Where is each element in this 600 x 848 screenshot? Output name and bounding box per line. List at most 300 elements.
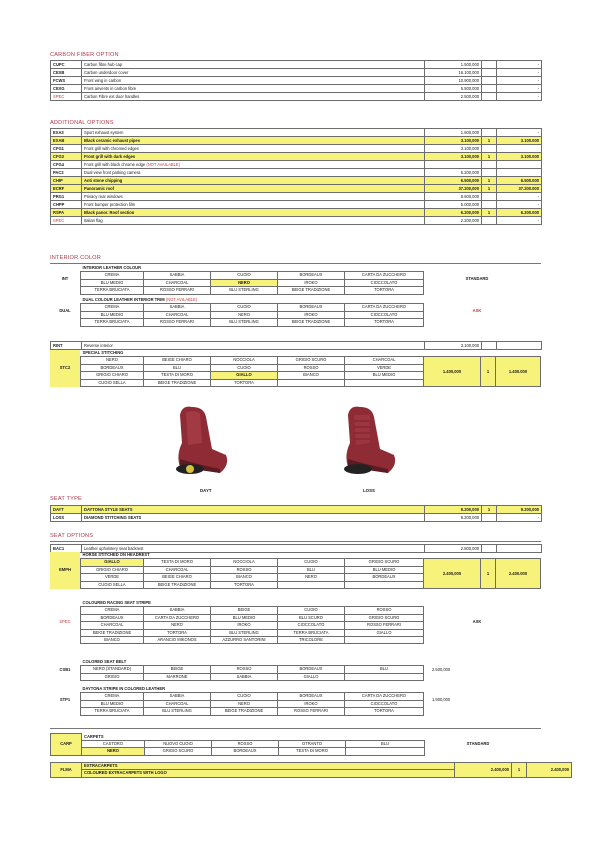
color-option xyxy=(278,581,345,588)
option-qty xyxy=(482,69,497,77)
color-option: IROKO xyxy=(278,311,345,318)
color-option: TORTORA xyxy=(211,379,278,386)
spec-ask: ASK xyxy=(472,618,482,624)
option-price: 37.200,000 xyxy=(425,185,482,193)
option-description: DAYTONA STYLE SEATS xyxy=(82,506,425,514)
option-total: 3.100.000 xyxy=(497,137,542,145)
option-description-text: Italian flag xyxy=(84,218,103,223)
color-option: SABBIA xyxy=(144,693,211,700)
seat-type-table xyxy=(50,505,542,522)
color-option: BLU STERLING xyxy=(144,708,211,715)
option-qty xyxy=(482,514,497,522)
color-option: OTRANTO xyxy=(279,740,346,747)
option-price: 3.100,000 xyxy=(425,145,482,153)
color-option: BORDEAUX xyxy=(81,364,144,371)
table-row xyxy=(51,77,542,85)
color-option: ROSSO xyxy=(278,364,345,371)
color-option: CHARCOAL xyxy=(144,700,211,707)
color-option: BLU MEDIO xyxy=(211,614,278,621)
option-description-text: Front grill with dark edges xyxy=(84,154,136,159)
spec-table xyxy=(50,600,530,644)
option-price: 9.200,000 xyxy=(425,514,482,522)
option-description xyxy=(82,177,425,185)
option-description-text: Panoramic roof xyxy=(84,186,115,191)
color-option: ROSSO FERRARI xyxy=(345,622,424,629)
color-option: BLU xyxy=(345,666,424,673)
csb1-code: CSB1 xyxy=(59,666,71,672)
option-code: PRG1 xyxy=(51,193,82,201)
option-total: 3.100.000 xyxy=(497,153,542,161)
option-price: 6.200,000 xyxy=(425,169,482,177)
divider xyxy=(50,263,541,264)
option-qty: 1 xyxy=(482,177,497,185)
color-option: GRIGIO CHIARO xyxy=(81,566,144,573)
color-option: CREMA xyxy=(81,304,144,311)
color-option: ROSSO xyxy=(211,666,278,673)
section-title-seat-options: SEAT OPTIONS xyxy=(50,533,94,539)
option-description-text: Front bumper protection film xyxy=(84,202,136,207)
color-option: GRIGIO xyxy=(81,673,144,680)
color-option: BLU STERLING xyxy=(211,287,278,294)
color-option: CHARCOAL xyxy=(81,622,144,629)
additional-table xyxy=(50,128,542,225)
int-code: INT xyxy=(61,276,69,282)
color-option: BLU STERLING xyxy=(211,629,278,636)
int-header: INTERIOR LEATHER COLOUR xyxy=(82,265,142,270)
stp1-table xyxy=(50,686,536,716)
carp-table xyxy=(50,733,531,756)
section-title-carbon: CARBON FIBER OPTION xyxy=(50,52,119,58)
color-option: CARTA DA ZUCCHERO xyxy=(345,304,424,311)
option-description: DIAMOND STITCHING SEATS xyxy=(82,514,425,522)
color-option: NOCCIOLA xyxy=(211,357,278,364)
option-qty: 1 xyxy=(482,137,497,145)
flma-qty: 1 xyxy=(512,763,527,778)
option-description xyxy=(82,153,425,161)
option-description xyxy=(82,193,425,201)
table-row xyxy=(51,145,542,153)
color-option: GRIGIO SCURO xyxy=(145,748,212,755)
emph-code: EMPH xyxy=(50,552,81,589)
rint-price: 3.100,000 xyxy=(425,342,482,350)
color-option: CASTORO xyxy=(82,740,145,747)
color-option: BLU xyxy=(346,740,425,747)
emph-table xyxy=(50,552,541,589)
color-option: NOCCIOLA xyxy=(211,559,278,566)
option-total: 6.200.000 xyxy=(497,209,542,217)
option-code: SPEC xyxy=(51,217,82,225)
color-option: TORTORA xyxy=(345,708,424,715)
option-qty xyxy=(482,193,497,201)
table-row xyxy=(51,217,542,225)
table-row xyxy=(51,169,542,177)
section-title-seat-type: SEAT TYPE xyxy=(50,496,82,502)
color-option: BORDEAUX xyxy=(345,574,424,581)
option-price: 9.200,000 xyxy=(425,506,482,514)
option-total: - xyxy=(497,201,542,209)
option-qty: 1 xyxy=(482,209,497,217)
option-price: 3.100,000 xyxy=(425,137,482,145)
color-option xyxy=(345,379,424,386)
stp1-code: STP1 xyxy=(59,697,71,703)
color-option: GIALLO xyxy=(278,673,345,680)
color-option: SABBIA xyxy=(144,607,211,614)
color-option: SABBIA xyxy=(211,673,278,680)
table-row xyxy=(51,129,542,137)
flma-desc: COLOURED EXTRACARPETS WITH LOGO xyxy=(82,770,455,777)
color-option: AZZURRO SANTORINI xyxy=(211,637,278,644)
rint-desc: Reverse interior xyxy=(82,342,425,350)
color-option xyxy=(345,673,424,680)
option-code: PAC2 xyxy=(51,169,82,177)
color-option: NERO xyxy=(144,622,211,629)
color-option: CUOIO SELLA xyxy=(81,581,144,588)
option-qty: 1 xyxy=(482,506,497,514)
color-option: NERO (STANDARD) xyxy=(81,666,144,673)
option-description: Carbon underdoor cover xyxy=(82,69,425,77)
bac1-price: 2.800,000 xyxy=(425,545,482,553)
option-description-text: Dual view front parking camera xyxy=(84,170,141,175)
option-qty xyxy=(482,145,497,153)
int-standard: STANDARD xyxy=(465,276,489,282)
color-option: TORTORA xyxy=(345,319,424,326)
option-description xyxy=(82,209,425,217)
option-description xyxy=(82,201,425,209)
flma-table xyxy=(50,762,572,778)
color-option: TERRA BRUCIATA xyxy=(81,708,144,715)
option-qty xyxy=(482,169,497,177)
flma-total: 2.400,000 xyxy=(527,763,572,778)
color-option: CREMA xyxy=(81,272,144,279)
color-option: GRIGIO CHIARO xyxy=(81,372,144,379)
color-row xyxy=(50,559,541,566)
option-price: 5.500,000 xyxy=(425,85,482,93)
color-option: CARTA DA ZUCCHERO xyxy=(345,272,424,279)
divider xyxy=(50,728,541,729)
color-option xyxy=(345,581,424,588)
option-code: RSPA xyxy=(51,209,82,217)
color-option: CUOIO xyxy=(278,607,345,614)
color-option: BIANCO xyxy=(211,574,278,581)
color-option: GRIGIO SCURO xyxy=(278,357,345,364)
not-available-note: (NOT AVAILABLE) xyxy=(145,162,181,167)
color-option: BEIGE TRADIZIONE xyxy=(211,708,278,715)
color-option: CUOIO xyxy=(278,559,345,566)
color-option: CUOIO SELLA xyxy=(81,379,144,386)
color-option: BLU SCURO xyxy=(278,614,345,621)
table-row xyxy=(51,514,542,522)
color-option: CIOCCOLATO xyxy=(345,700,424,707)
color-option: NERO xyxy=(278,574,345,581)
color-option: NERO xyxy=(82,748,145,755)
dual-table xyxy=(50,297,530,327)
color-option: ROSSO xyxy=(211,566,278,573)
color-option: MARRONE xyxy=(144,673,211,680)
stc2-qty: 1 xyxy=(481,357,496,387)
option-total: - xyxy=(497,69,542,77)
option-price: 10.900,000 xyxy=(425,77,482,85)
color-option: BEIGE TRADIZIONE xyxy=(278,287,345,294)
color-option: SABBIA xyxy=(144,272,211,279)
table-row xyxy=(51,85,542,93)
carp-code: CARP xyxy=(51,734,82,756)
not-available-note: (NOT AVILABLE) xyxy=(165,297,198,302)
color-option: CHARCOAL xyxy=(144,279,211,286)
bac1-code: BAC1 xyxy=(51,545,82,553)
flma-code: FLMA xyxy=(51,763,82,778)
color-option: ROSSO xyxy=(345,607,424,614)
section-title-additional: ADDITIONAL OPTIONS xyxy=(50,120,114,126)
option-description: Front airvents in carbon fibre xyxy=(82,85,425,93)
color-option: ROSSO FERRARI xyxy=(144,287,211,294)
color-option: CIOCCOLATO xyxy=(278,622,345,629)
option-total xyxy=(497,145,542,153)
color-option: CUOIO xyxy=(211,304,278,311)
option-qty xyxy=(482,217,497,225)
option-qty xyxy=(482,201,497,209)
stp1-price: 1.900,000 xyxy=(432,697,451,703)
color-option: ROSSO FERRARI xyxy=(278,708,345,715)
option-qty xyxy=(482,129,497,137)
table-row xyxy=(51,177,542,185)
loss-seat-image xyxy=(330,403,406,483)
option-code: LOSS xyxy=(51,514,82,522)
option-description-text: Front grill with chromed edges xyxy=(84,146,139,151)
option-qty xyxy=(482,77,497,85)
color-option: TORTORA xyxy=(211,581,278,588)
color-option: IROKO xyxy=(278,700,345,707)
bac1-desc: Leather upholstery seat backrest xyxy=(82,545,425,553)
option-code: SPEC xyxy=(51,93,82,101)
color-option: VERDE xyxy=(81,574,144,581)
color-option: BLU STERLING xyxy=(211,319,278,326)
option-total: - xyxy=(497,217,542,225)
option-total: - xyxy=(497,77,542,85)
color-option: ROSSO xyxy=(212,740,279,747)
carbon-table xyxy=(50,60,542,101)
color-option: CIOCCOLATO xyxy=(345,311,424,318)
color-option: BLU MEDIO xyxy=(345,566,424,573)
color-option: BEIGE TRADIZIONE xyxy=(278,319,345,326)
option-total xyxy=(497,169,542,177)
color-option: ROSSO FERRARI xyxy=(144,319,211,326)
option-qty: 1 xyxy=(482,153,497,161)
color-option: TORTORA xyxy=(144,629,211,636)
option-description xyxy=(82,129,425,137)
divider xyxy=(50,541,541,542)
table-row xyxy=(51,61,542,69)
color-option: CARTA DA ZUCCHERO xyxy=(345,693,424,700)
flma-price: 2.400,000 xyxy=(455,763,512,778)
color-option: CUOIO xyxy=(211,272,278,279)
option-price: 8.600,000 xyxy=(425,193,482,201)
color-option: CREMA xyxy=(81,693,144,700)
seat-caption-loss: LOSS xyxy=(363,488,375,493)
color-option: BLU xyxy=(278,566,345,573)
color-option: TRICOLORE xyxy=(278,637,345,644)
color-option: BEIGE xyxy=(144,666,211,673)
table-row xyxy=(51,209,542,217)
emph-qty: 1 xyxy=(481,559,496,589)
color-option xyxy=(346,748,425,755)
carp-header: CARPETS xyxy=(84,733,104,739)
color-option: BEIGE CHIARO xyxy=(144,357,211,364)
color-option: CARTA DA ZUCCHERO xyxy=(144,614,211,621)
option-code: CEXG xyxy=(51,85,82,93)
option-code: ECRF xyxy=(51,185,82,193)
csb1-table xyxy=(50,659,536,681)
option-description: Carbon Fibre ext door handles xyxy=(82,93,425,101)
option-description: Carbon fibre hub cap xyxy=(82,61,425,69)
color-option: GRIGIO SCURO xyxy=(345,559,424,566)
option-price: 16.100,000 xyxy=(425,69,482,77)
table-row xyxy=(51,201,542,209)
table-row xyxy=(51,185,542,193)
option-description xyxy=(82,185,425,193)
option-price: 1.600,000 xyxy=(425,129,482,137)
color-option: VERDE xyxy=(345,364,424,371)
option-price: 1.500,000 xyxy=(425,61,482,69)
color-option: BIANCO xyxy=(278,372,345,379)
table-row xyxy=(51,137,542,145)
table-row xyxy=(51,93,542,101)
color-option: NERO xyxy=(211,700,278,707)
color-option: CUOIO xyxy=(211,693,278,700)
option-price: 2.200,000 xyxy=(425,217,482,225)
table-row xyxy=(51,69,542,77)
option-code: CHIP xyxy=(51,177,82,185)
stc2-header: SPECIAL STITCHING xyxy=(82,350,124,355)
option-total: 37.200.000 xyxy=(497,185,542,193)
color-option: IROKO xyxy=(211,622,278,629)
color-option: TORTORA xyxy=(345,287,424,294)
option-price: 5.000,000 xyxy=(425,201,482,209)
option-qty: 1 xyxy=(482,185,497,193)
emph-header: HORSE STITCHED ON HEADREST xyxy=(82,552,150,557)
emph-price: 2.400,000 xyxy=(424,559,481,589)
option-qty xyxy=(482,85,497,93)
rint-table xyxy=(50,341,542,350)
color-option: GIALLO xyxy=(81,559,144,566)
color-option: TERRA BRUCIATA xyxy=(278,629,345,636)
dual-ask: ASK xyxy=(472,308,482,314)
option-description xyxy=(82,145,425,153)
color-option: BORDEAUX xyxy=(278,666,345,673)
table-row xyxy=(51,193,542,201)
stc2-code: STC2 xyxy=(50,350,81,387)
option-description-text: Privacy rear windows xyxy=(84,194,123,199)
option-qty xyxy=(482,61,497,69)
option-total: - xyxy=(497,85,542,93)
option-price: 2.500,000 xyxy=(425,93,482,101)
csb1-header: COLORED SEAT BELT xyxy=(82,659,127,664)
color-option: BLU MEDIO xyxy=(81,311,144,318)
color-option: BORDEAUX xyxy=(212,748,279,755)
color-option: BLU MEDIO xyxy=(345,372,424,379)
option-total: - xyxy=(497,129,542,137)
stc2-table xyxy=(50,350,541,387)
option-total: 9.200,000 xyxy=(497,506,542,514)
color-option xyxy=(278,379,345,386)
option-description-text: Anti stone chipping xyxy=(84,178,123,183)
color-option: CIOCCOLATO xyxy=(345,279,424,286)
option-code: CUPC xyxy=(51,61,82,69)
color-option: NERO xyxy=(81,357,144,364)
option-price: 6.200,000 xyxy=(425,209,482,217)
color-option: GIALLO xyxy=(211,372,278,379)
option-price xyxy=(425,161,482,169)
daytona-seat-image xyxy=(162,403,238,483)
stp1-header: DAYTONA STRIPE IN COLORED LEATHER xyxy=(82,686,166,691)
color-option: CREMA xyxy=(81,607,144,614)
option-code: EXAB xyxy=(51,137,82,145)
option-total xyxy=(497,161,542,169)
color-option: NERO xyxy=(211,311,278,318)
color-option: TERRA BRUCIATA xyxy=(81,287,144,294)
color-option: TESTA DI MORO xyxy=(144,559,211,566)
carp-standard: STANDARD xyxy=(466,741,490,747)
flma-header: EXTRACARPETS xyxy=(82,763,455,770)
color-option: BEIGE xyxy=(211,607,278,614)
color-option: IROKO xyxy=(278,279,345,286)
option-description: Front wing in carbon xyxy=(82,77,425,85)
option-code: FCWS xyxy=(51,77,82,85)
color-option: NERO xyxy=(211,279,278,286)
color-option: NUOVO CUOIO xyxy=(145,740,212,747)
option-code: CFG4 xyxy=(51,161,82,169)
option-qty xyxy=(482,93,497,101)
color-option: GRIGIO SCURO xyxy=(345,614,424,621)
emph-total: 2.400.000 xyxy=(496,559,541,589)
color-option: BORDEAUX xyxy=(81,614,144,621)
option-total: - xyxy=(497,61,542,69)
seat-caption-dayt: DAYT xyxy=(200,488,212,493)
option-description xyxy=(82,161,425,169)
color-option: ARANCIO MIKONOS xyxy=(144,637,211,644)
option-description-text: Black ceramic exhaust pipes xyxy=(84,138,140,143)
option-code: CEXB xyxy=(51,69,82,77)
color-option: CHARCOAL xyxy=(345,357,424,364)
color-option: BIANCO xyxy=(81,637,144,644)
csb1-price: 2.500,000 xyxy=(432,666,451,672)
color-option: CUOIO xyxy=(211,364,278,371)
color-option: BORDEAUX xyxy=(278,272,345,279)
stc2-total: 1.400.000 xyxy=(496,357,541,387)
color-option: GIALLO xyxy=(345,629,424,636)
option-description xyxy=(82,217,425,225)
option-description-text: Front grill with black chrome edge xyxy=(84,162,146,167)
option-total: - xyxy=(497,514,542,522)
spec-code: SPEC xyxy=(59,618,71,624)
option-total: - xyxy=(497,193,542,201)
option-description xyxy=(82,169,425,177)
color-option: BLU xyxy=(144,364,211,371)
option-description-text: Black panor. Roof section xyxy=(84,210,135,215)
dual-header: DUAL COLOUR LEATHER INTERIOR TRIM (NOT AVILABLE) xyxy=(82,297,198,302)
spec-header: COLOURED RACING SEAT STRIPE xyxy=(82,600,151,605)
option-code: CFG3 xyxy=(51,153,82,161)
color-option: BEIGE TRADIZIONE xyxy=(81,629,144,636)
option-code: DAYT xyxy=(51,506,82,514)
option-price: 3.100,000 xyxy=(425,153,482,161)
option-code: CFG1 xyxy=(51,145,82,153)
color-option: BORDEAUX xyxy=(278,693,345,700)
option-total: - xyxy=(497,93,542,101)
color-option: BLU MEDIO xyxy=(81,700,144,707)
color-option: TERRA BRUCIATA xyxy=(81,319,144,326)
color-option: SABBIA xyxy=(144,304,211,311)
color-option: BLU MEDIO xyxy=(81,279,144,286)
